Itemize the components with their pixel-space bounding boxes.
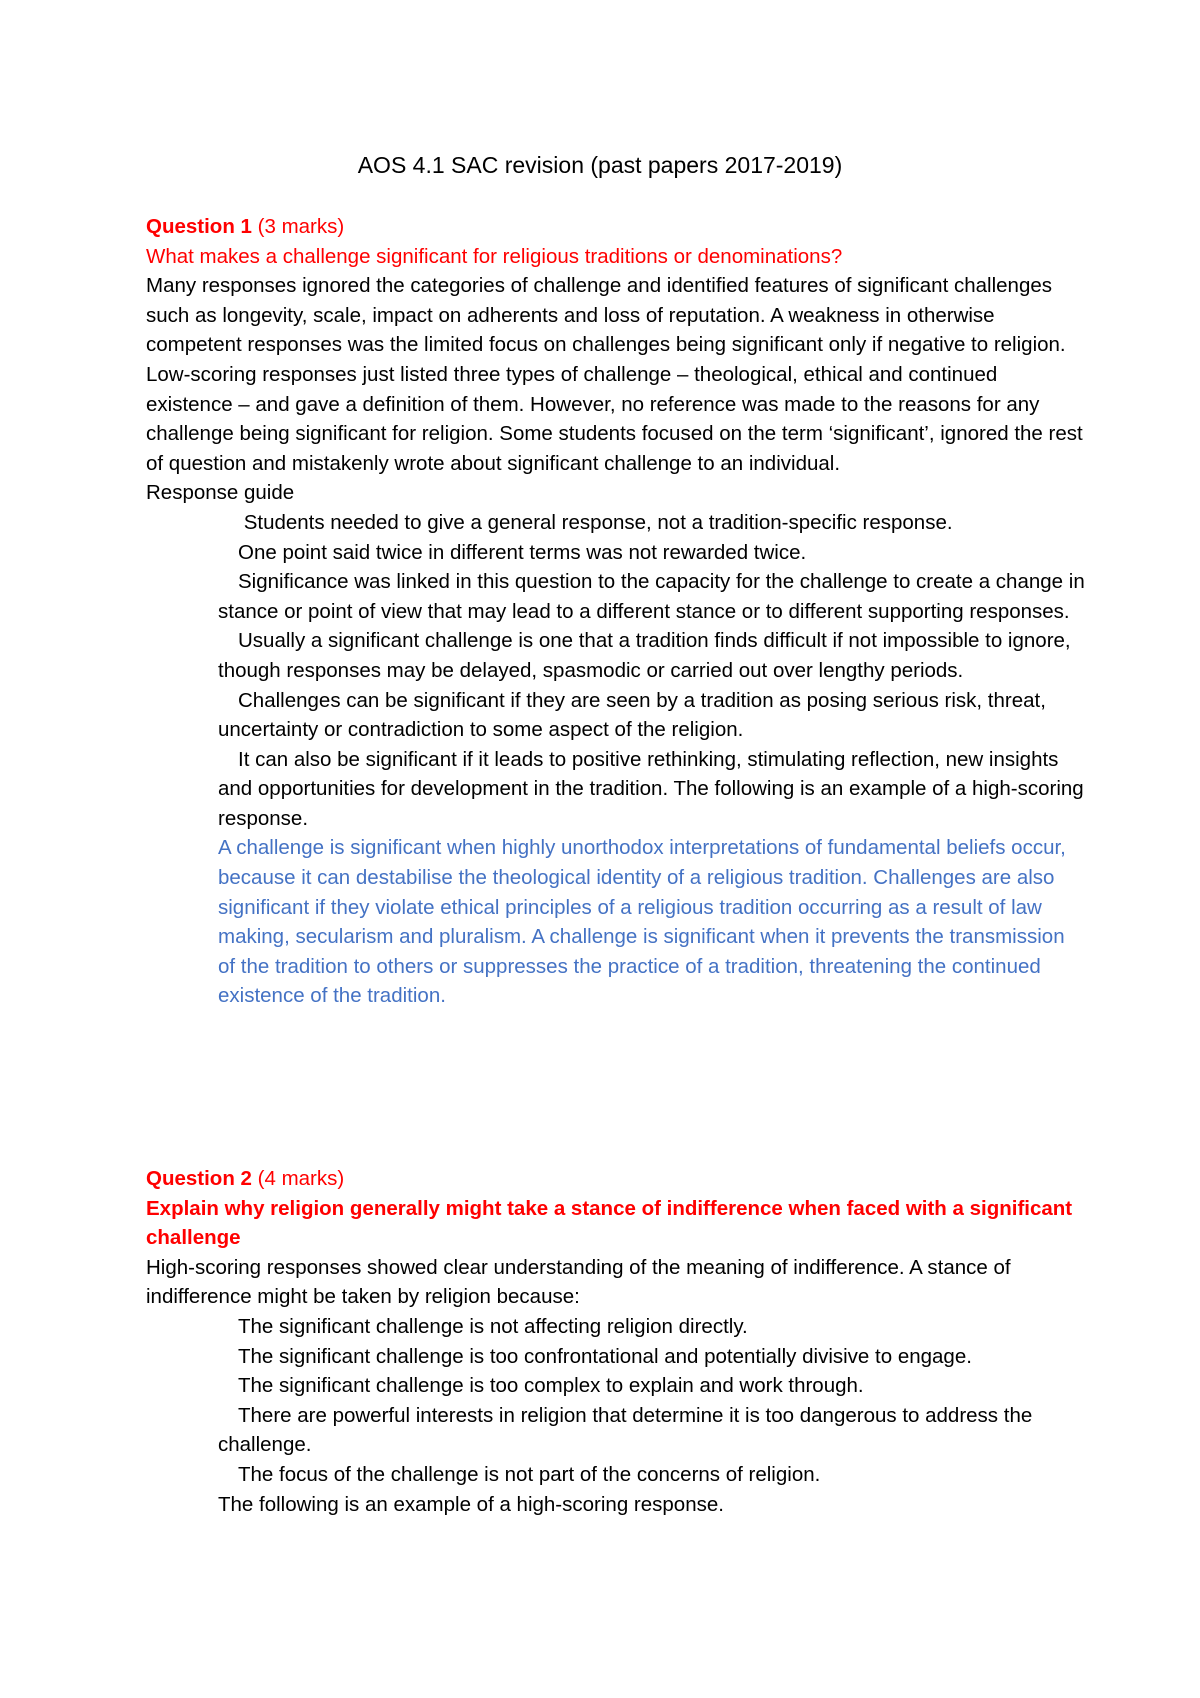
- list-item-text: One point said twice in different terms was not rewarded twice.: [238, 540, 807, 564]
- list-item: [218, 1401, 1086, 1460]
- list-item: [218, 1460, 1086, 1490]
- list-item: [218, 567, 1086, 626]
- list-item-text: Usually a significant challenge is one that a tradition finds difficult if not impossible to ignore, though responses may be delayed, spasmodic or carried out over lengthy periods.: [218, 629, 1071, 682]
- list-item-text: The significant challenge is not affecting religion directly.: [238, 1314, 748, 1338]
- question-1-section: [146, 212, 1086, 1011]
- list-item-text: The focus of the challenge is not part of the concerns of religion.: [238, 1462, 821, 1486]
- question-2-section: [146, 1164, 1086, 1519]
- question-2-marks: (4 marks): [257, 1167, 345, 1190]
- list-item: [218, 686, 1086, 745]
- list-item: [218, 1342, 1086, 1372]
- list-item: [218, 1312, 1086, 1342]
- question-1-bullet-list: [218, 508, 1086, 1011]
- response-guide-label: Response guide: [146, 481, 295, 505]
- list-item-text: There are powerful interests in religion that determine it is too dangerous to address the challenge.: [218, 1403, 1033, 1457]
- question-1-prompt: What makes a challenge significant for religious traditions or denominations?: [146, 244, 843, 268]
- list-item-text: The significant challenge is too complex to explain and work through.: [238, 1374, 864, 1398]
- list-item-text: The significant challenge is too confrontational and potentially divisive to engage.: [238, 1344, 972, 1368]
- question-1-label: Question 1: [146, 215, 252, 238]
- list-item: [218, 538, 1086, 568]
- list-item: [218, 1371, 1086, 1401]
- list-item-text: Challenges can be significant if they are seen by a tradition as posing serious risk, threat, uncertainty or contradiction to some aspect of the religion.: [218, 688, 1046, 742]
- question-2-bullet-list: [218, 1312, 1086, 1519]
- question-2-commentary: High-scoring responses showed clear understanding of the meaning of indifference. A stance of indifference might be taken by religion because:: [146, 1255, 1011, 1309]
- question-1-marks: (3 marks): [257, 215, 345, 238]
- list-item: [218, 626, 1086, 685]
- list-item-text: Students needed to give a general response, not a tradition-specific response.: [238, 510, 953, 534]
- question-2-closing: The following is an example of a high-scoring response.: [218, 1492, 724, 1516]
- document-title: AOS 4.1 SAC revision (past papers 2017-2019): [357, 152, 843, 178]
- list-item: [218, 745, 1086, 834]
- question-1-heading: [146, 212, 1086, 242]
- question-2-prompt: Explain why religion generally might take a stance of indifference when faced with a significant challenge: [146, 1196, 1073, 1250]
- list-item-text: It can also be significant if it leads to positive rethinking, stimulating reflection, new insights and opportunities for development in the tradition. The following is an example of a high-scoring response.: [218, 747, 1084, 830]
- list-item-text: Significance was linked in this question to the capacity for the challenge to create a change in stance or point of view that may lead to a different stance or to different supporting responses.: [218, 570, 1085, 623]
- question-2-label: Question 2: [146, 1167, 252, 1190]
- list-item: [218, 508, 1086, 538]
- question-1-commentary: Many responses ignored the categories of challenge and identified features of significant challenges such as longevity, scale, impact on adherents and loss of reputation. A weakness in otherwise competent responses was the limited focus on challenges being significant only if negative to religion. Low-scoring responses just listed three types of challenge – theological, ethical and continued existence – and gave a definition of them. However, no reference was made to the reasons for any challenge being significant for religion. Some students focused on the term ‘significant’, ignored the rest of question and mistakenly wrote about significant challenge to an individual.: [146, 274, 1083, 475]
- question-2-heading: [146, 1164, 1086, 1194]
- high-scoring-example: A challenge is significant when highly unorthodox interpretations of fundamental beliefs occur, because it can destabilise the theological identity of a religious tradition. Challenges are also significant if they violate ethical principles of a religious tradition occurring as a result of law making, secularism and pluralism. A challenge is significant when it prevents the transmission of the tradition to others or suppresses the practice of a tradition, threatening the continued existence of the tradition.: [218, 836, 1066, 1008]
